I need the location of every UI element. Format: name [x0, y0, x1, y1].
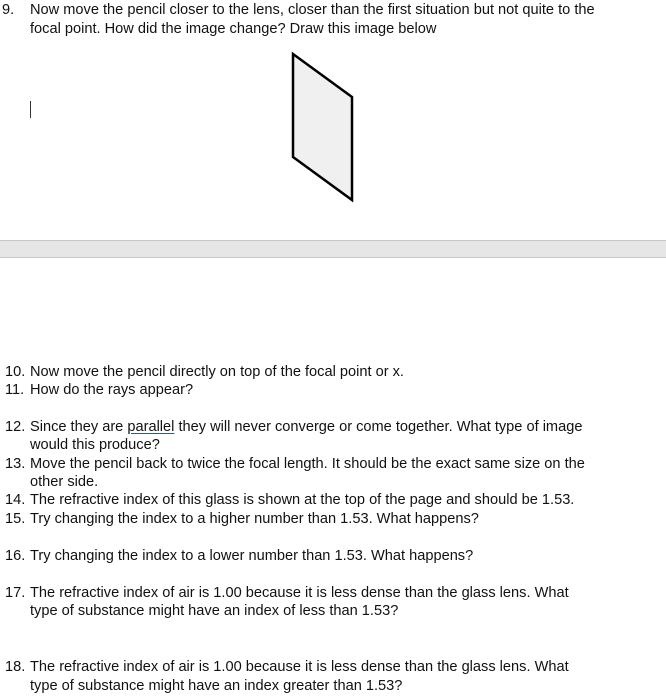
question-text-line: How do the rays appear? [30, 382, 194, 398]
document-page-bottom [0, 258, 666, 700]
question-text-line: Now move the pencil closer to the lens, closer than the first situation but not quite to the [30, 2, 595, 18]
question-number: 13. [5, 456, 26, 472]
question-number: 9. [2, 2, 15, 18]
question-number: 15. [5, 511, 26, 527]
question-text-line: Move the pencil back to twice the focal length. It should be the exact same size on the [30, 456, 585, 472]
question-text-line: Try changing the index to a higher number than 1.53. What happens? [30, 511, 479, 527]
question-text-line: would this produce? [30, 437, 160, 453]
parallelogram-icon [288, 50, 358, 206]
question-number: 16. [5, 548, 26, 564]
question-number: 14. [5, 492, 26, 508]
question-number: 11. [5, 382, 25, 398]
question-number: 12. [5, 419, 26, 435]
page-break [0, 240, 666, 258]
question-number: 17. [5, 585, 26, 601]
question-text-line: The refractive index of air is 1.00 because it is less dense than the glass lens. What [30, 659, 569, 675]
question-text-line: The refractive index of air is 1.00 because it is less dense than the glass lens. What [30, 585, 569, 601]
question-text-line: Try changing the index to a lower number than 1.53. What happens? [30, 548, 474, 564]
document-page-top [0, 0, 666, 240]
question-text-line: Since they are parallel they will never converge or come together. What type of image [30, 419, 583, 435]
question-text-line: other side. [30, 474, 99, 490]
text-cursor[interactable] [30, 101, 31, 118]
question-number: 18. [5, 659, 26, 675]
question-text-line: Now move the pencil directly on top of the focal point or x. [30, 364, 404, 380]
question-text-line: focal point. How did the image change? Draw this image below [30, 21, 437, 37]
question-number: 10. [5, 364, 26, 380]
question-text-line: The refractive index of this glass is shown at the top of the page and should be 1.53. [30, 492, 575, 508]
spellcheck-word[interactable]: parallel [127, 419, 175, 435]
question-text-line: type of substance might have an index of less than 1.53? [30, 603, 399, 619]
question-text-line: type of substance might have an index greater than 1.53? [30, 678, 403, 694]
